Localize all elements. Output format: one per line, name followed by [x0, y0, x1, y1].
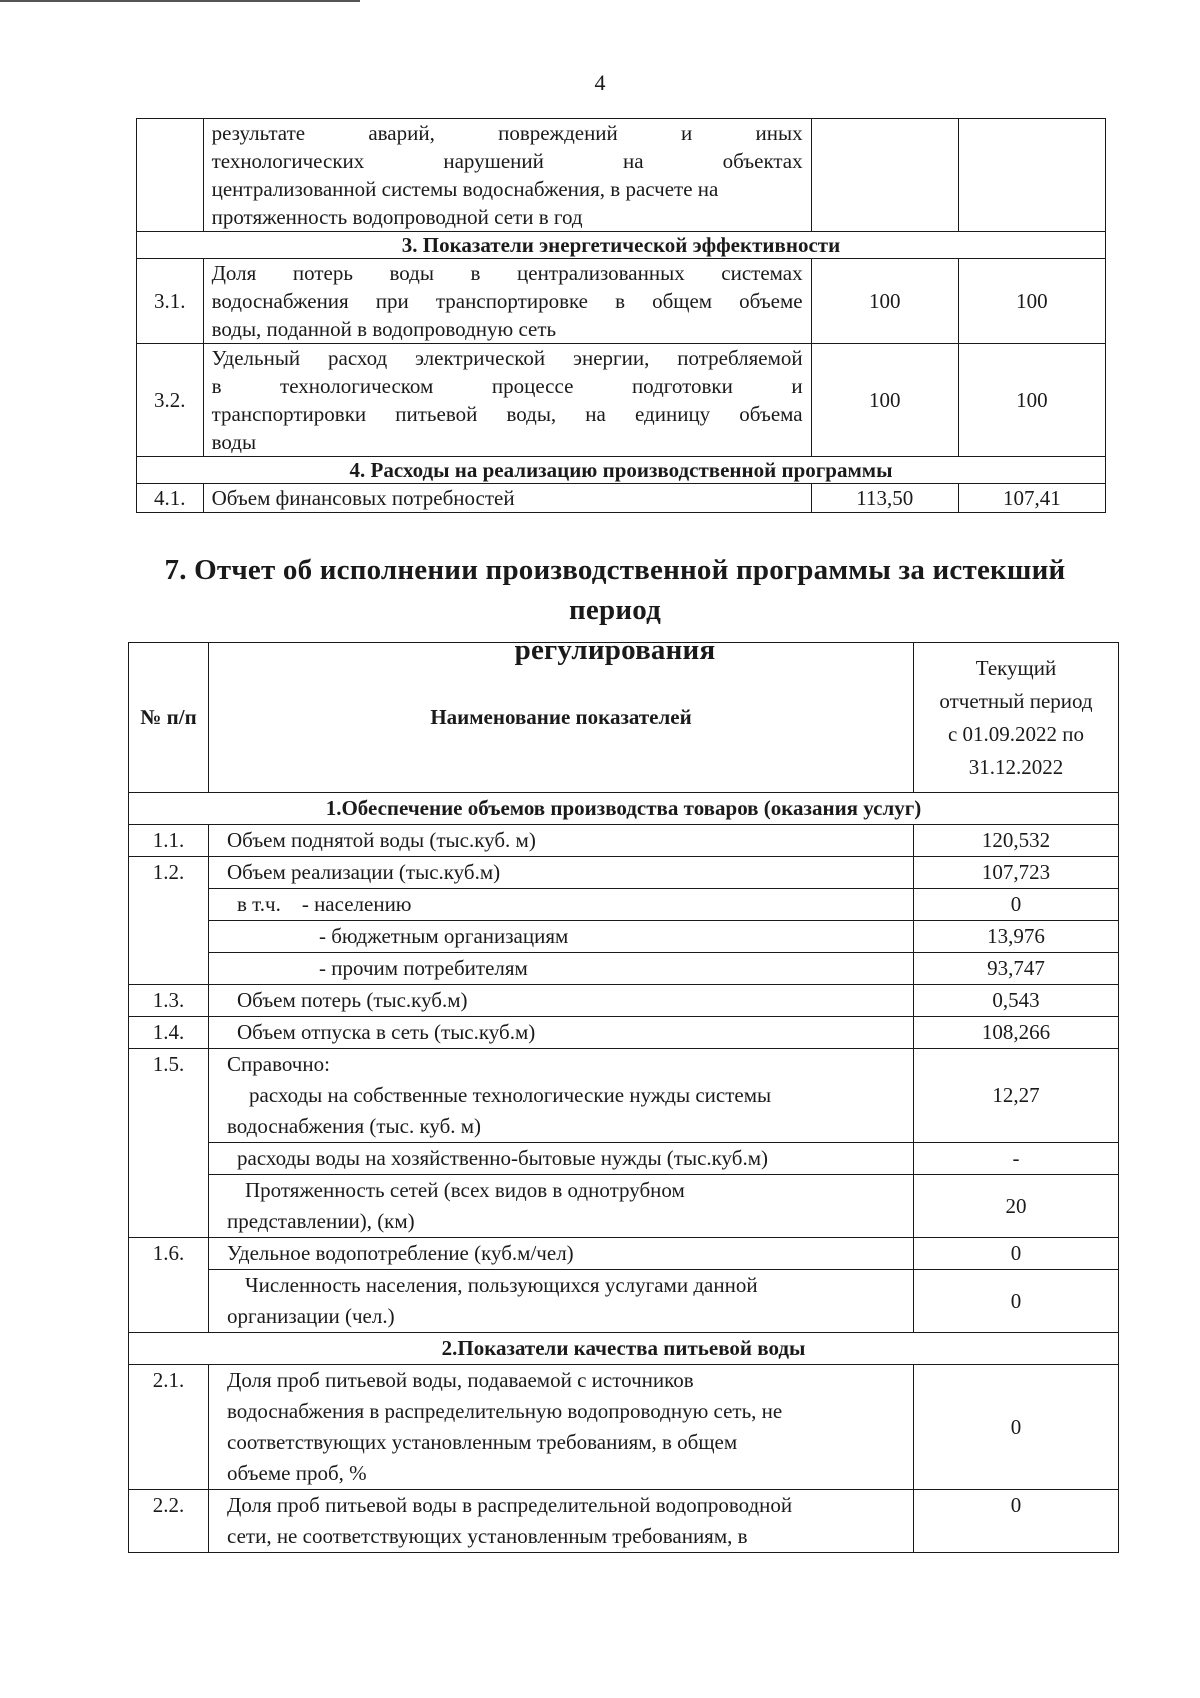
- indicator-value-fact: 107,41: [958, 484, 1105, 513]
- section-4-title: 4. Расходы на реализацию производственной программы: [137, 457, 1106, 484]
- indicator-subitem: расходы воды на хозяйственно-бытовые нужды (тыс.куб.м): [209, 1143, 914, 1175]
- table-cell-empty: [958, 119, 1105, 232]
- indicator-value-fact: 100: [958, 259, 1105, 344]
- row-number: 1.2.: [129, 857, 209, 985]
- row-number: 3.2.: [137, 344, 204, 457]
- report-table: [128, 642, 1119, 1553]
- indicator-value-plan: 100: [811, 259, 958, 344]
- table-header-row: [129, 643, 1119, 793]
- table-row: [129, 1175, 1119, 1238]
- section-7-heading: 7. Отчет об исполнении производственной программы за истекший период регулирования: [164, 554, 1066, 666]
- indicator-value: 0: [914, 1490, 1119, 1553]
- table-row: [137, 484, 1106, 513]
- row-number: 1.6.: [129, 1238, 209, 1333]
- table-row: [129, 1017, 1119, 1049]
- column-header-period: Текущий отчетный период с 01.09.2022 по 31.12.2022: [914, 643, 1119, 793]
- section-header-row: [137, 232, 1106, 259]
- indicator-name: Удельный расход электрической энергии, потребляемой в технологическом процессе подготовки и транспортировки питьевой воды, на единицу объема воды: [203, 344, 811, 457]
- indicator-name: Удельное водопотребление (куб.м/чел): [209, 1238, 914, 1270]
- indicator-value: 0: [914, 1238, 1119, 1270]
- row-number: 1.3.: [129, 985, 209, 1017]
- table-row: [129, 1490, 1119, 1553]
- indicator-value: 93,747: [914, 953, 1119, 985]
- row-number: 1.1.: [129, 825, 209, 857]
- table-cell-empty: [137, 119, 204, 232]
- indicator-subitem: Численность населения, пользующихся услугами данной организации (чел.): [209, 1270, 914, 1333]
- indicator-value: 0: [914, 889, 1119, 921]
- indicator-value: 120,532: [914, 825, 1119, 857]
- indicator-name: Объем отпуска в сеть (тыс.куб.м): [209, 1017, 914, 1049]
- indicator-value-plan: 113,50: [811, 484, 958, 513]
- table-row: [129, 1049, 1119, 1143]
- column-header-number: № п/п: [129, 643, 209, 793]
- indicator-value: 13,976: [914, 921, 1119, 953]
- table-row: [129, 1143, 1119, 1175]
- row-number: 4.1.: [137, 484, 204, 513]
- table-row: [129, 857, 1119, 889]
- row-number: 2.1.: [129, 1365, 209, 1490]
- section-3-title: 3. Показатели энергетической эффективности: [137, 232, 1106, 259]
- indicator-subitem: в т.ч. - населению: [209, 889, 914, 921]
- indicators-table-continued: [136, 118, 1106, 513]
- section-header-row: [129, 793, 1119, 825]
- indicator-name: Объем финансовых потребностей: [203, 484, 811, 513]
- table-row: [129, 889, 1119, 921]
- carry-over-indicator-text: результате аварий, повреждений и иных технологических нарушений на объектах централизованной системы водоснабжения, в расчете на протяженность водопроводной сети в год: [203, 119, 811, 232]
- indicator-value: 108,266: [914, 1017, 1119, 1049]
- indicator-value-plan: 100: [811, 344, 958, 457]
- section-1-title: 1.Обеспечение объемов производства товаров (оказания услуг): [129, 793, 1119, 825]
- indicator-name: Доля проб питьевой воды, подаваемой с источников водоснабжения в распределительную водопроводную сеть, не соответствующих установленным требованиям, в общем объеме проб, %: [209, 1365, 914, 1490]
- section-header-row: [137, 457, 1106, 484]
- row-number: 2.2.: [129, 1490, 209, 1553]
- indicator-value: 107,723: [914, 857, 1119, 889]
- table-row: [129, 985, 1119, 1017]
- indicator-name: Доля потерь воды в централизованных системах водоснабжения при транспортировке в общем объеме воды, поданной в водопроводную сеть: [203, 259, 811, 344]
- indicator-value: -: [914, 1143, 1119, 1175]
- table-row: [129, 1270, 1119, 1333]
- indicator-value: 0: [914, 1365, 1119, 1490]
- scan-edge-line: [0, 0, 360, 2]
- indicator-subitem: Протяженность сетей (всех видов в однотрубном представлении), (км): [209, 1175, 914, 1238]
- table-cell-empty: [811, 119, 958, 232]
- column-header-name: Наименование показателей: [209, 643, 914, 793]
- table-row: [137, 119, 1106, 232]
- table-row: [129, 825, 1119, 857]
- section-2-title: 2.Показатели качества питьевой воды: [129, 1333, 1119, 1365]
- indicator-name: Справочно: расходы на собственные технологические нужды системы водоснабжения (тыс. куб. м): [209, 1049, 914, 1143]
- table-row: [129, 953, 1119, 985]
- row-number: 1.4.: [129, 1017, 209, 1049]
- row-number: 1.5.: [129, 1049, 209, 1238]
- indicator-value: 0: [914, 1270, 1119, 1333]
- table-row: [137, 259, 1106, 344]
- indicator-value: 0,543: [914, 985, 1119, 1017]
- page-number: 4: [594, 70, 606, 95]
- indicator-name: Объем поднятой воды (тыс.куб. м): [209, 825, 914, 857]
- indicator-value: 12,27: [914, 1049, 1119, 1143]
- table-row: [129, 1238, 1119, 1270]
- indicator-name: Объем потерь (тыс.куб.м): [209, 985, 914, 1017]
- table-row: [129, 921, 1119, 953]
- indicator-subitem: - прочим потребителям: [209, 953, 914, 985]
- indicator-name: Объем реализации (тыс.куб.м): [209, 857, 914, 889]
- table-row: [137, 344, 1106, 457]
- table-row: [129, 1365, 1119, 1490]
- row-number: 3.1.: [137, 259, 204, 344]
- indicator-value: 20: [914, 1175, 1119, 1238]
- section-header-row: [129, 1333, 1119, 1365]
- indicator-subitem: - бюджетным организациям: [209, 921, 914, 953]
- indicator-value-fact: 100: [958, 344, 1105, 457]
- indicator-name: Доля проб питьевой воды в распределительной водопроводной сети, не соответствующих установленным требованиям, в: [209, 1490, 914, 1553]
